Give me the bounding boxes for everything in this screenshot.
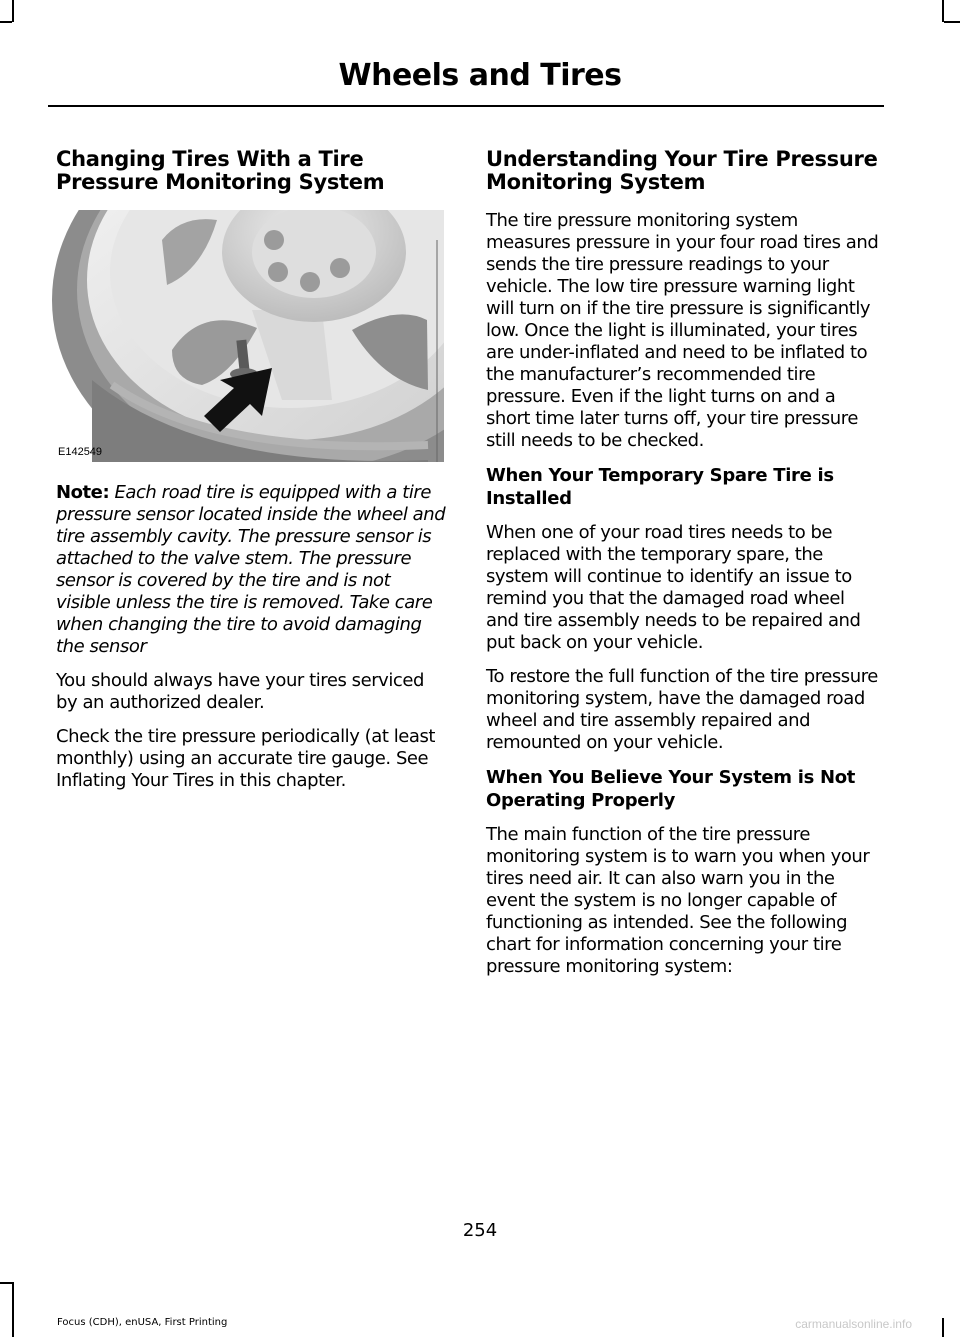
- page-number: 254: [462, 1220, 498, 1241]
- note-paragraph: [56, 482, 448, 658]
- section-heading: Changing Tires With a Tire Pressure Monitoring System: [56, 147, 385, 194]
- wheel-valve-stem-image: [52, 210, 444, 462]
- body-paragraph: Check the tire pressure periodically (at least monthly) using an accurate tire gauge. See Inflating Your Tires in this chapter.: [56, 726, 436, 791]
- subsection-heading: When Your Temporary Spare Tire is Installed: [486, 465, 834, 509]
- crop-mark: [0, 21, 12, 23]
- figure-code: E142549: [58, 446, 103, 458]
- crop-mark: [0, 1282, 12, 1284]
- body-paragraph: The tire pressure monitoring system measures pressure in your four road tires and sends the tire pressure readings to your vehicle. The low tire pressure warning light will turn on if the tire pressure is significantly low. Once the light is illuminated, your tires are under-inflated and need to be inflated to the manufacturer’s recommended tire pressure. Even if the light turns on and a short time later turns off, your tire pressure still needs to be checked.: [486, 210, 879, 451]
- watermark: carmanualsonline.info: [795, 1317, 912, 1331]
- page-header-title: Wheels and Tires: [338, 58, 622, 93]
- note-text: Each road tire is equipped with a tire pressure sensor located inside the wheel and tire assembly cavity. The pressure sensor is attached to the valve stem. The pressure sensor is covered by the tire and is not visible unless the tire is removed. Take care when changing the tire to avoid damaging the sensor: [56, 482, 446, 657]
- wheel-illustration: [52, 210, 444, 462]
- crop-mark: [942, 0, 944, 22]
- body-paragraph: When one of your road tires needs to be replaced with the temporary spare, the system will continue to identify an issue to remind you that the damaged road wheel and tire assembly needs to be repaired and put back on your vehicle.: [486, 522, 861, 653]
- section-heading: Understanding Your Tire Pressure Monitoring System: [486, 147, 878, 194]
- body-paragraph: The main function of the tire pressure monitoring system is to warn you when your tires need air. It can also warn you in the event the system is no longer capable of functioning as intended. See the following chart for information concerning your tire pressure monitoring system:: [486, 824, 870, 977]
- crop-mark: [12, 0, 14, 22]
- subsection-heading: When You Believe Your System is Not Operating Properly: [486, 767, 856, 811]
- body-paragraph: To restore the full function of the tire pressure monitoring system, have the damaged road wheel and tire assembly repaired and remounted on your vehicle.: [486, 666, 878, 753]
- note-label: Note:: [56, 482, 110, 503]
- crop-mark: [942, 1318, 944, 1337]
- body-paragraph: You should always have your tires serviced by an authorized dealer.: [56, 670, 424, 713]
- left-column: [56, 148, 448, 804]
- crop-mark: [944, 21, 960, 23]
- footer-text: Focus (CDH), enUSA, First Printing: [57, 1317, 228, 1328]
- crop-mark: [12, 1282, 14, 1337]
- header-divider: [48, 105, 884, 107]
- right-column: [486, 148, 882, 990]
